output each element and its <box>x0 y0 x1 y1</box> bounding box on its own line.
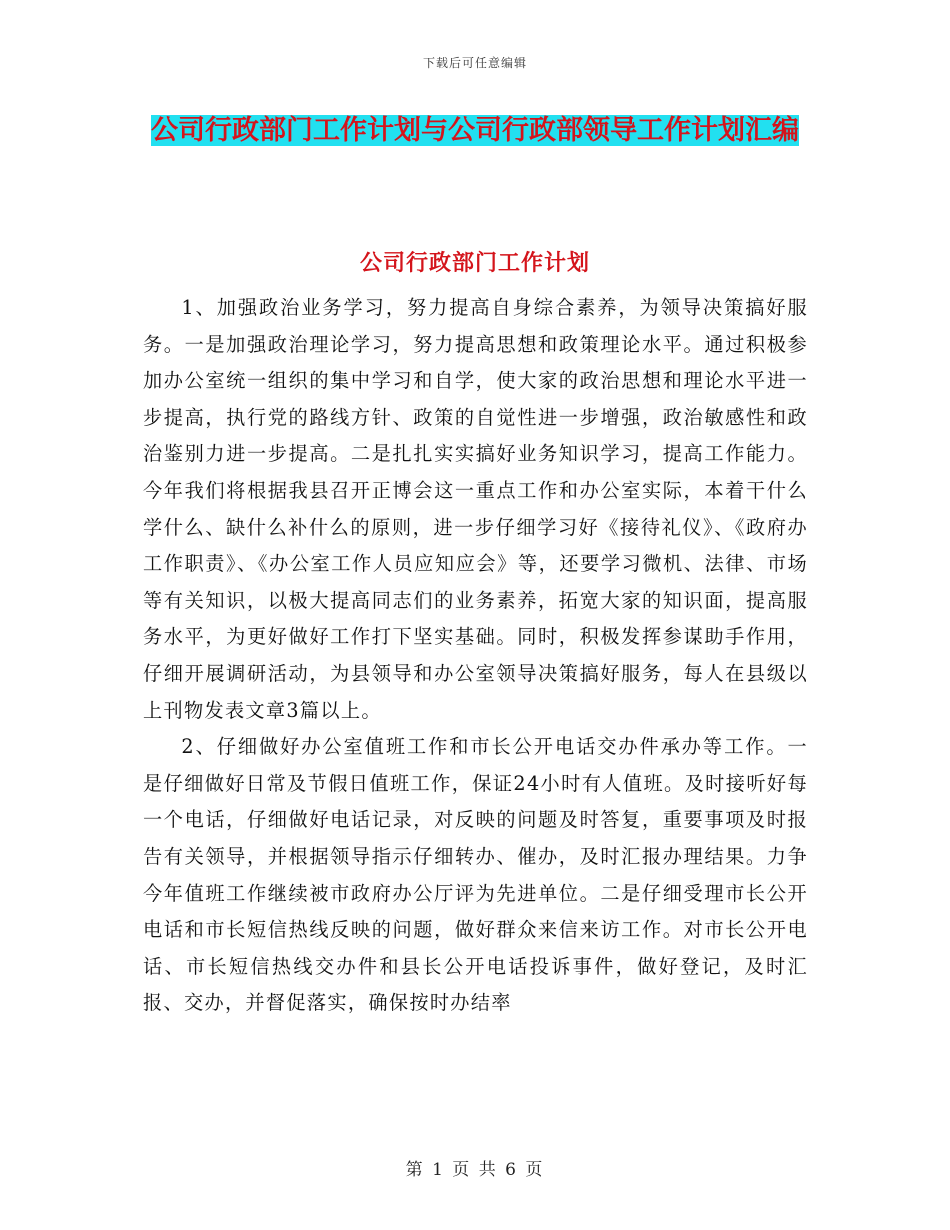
document-title-text: 公司行政部门工作计划与公司行政部领导工作计划汇编 <box>151 115 799 146</box>
header-note: 下载后可任意编辑 <box>422 56 527 70</box>
document-title <box>140 108 810 154</box>
document-body <box>143 290 808 1022</box>
section-title: 公司行政部门工作计划 <box>359 251 590 276</box>
paragraph-1: 1、加强政治业务学习，努力提高自身综合素养，为领导决策搞好服务。一是加强政治理论学习，努力提高思想和政策理论水平。通过积极参加办公室统一组织的集中学习和自学，使大家的政治思想和理论水平进一步提高，执行党的路线方针、政策的自觉性进一步增强，政治敏感性和政治鉴别力进一步提高。二是扎扎实实搞好业务知识学习，提高工作能力。今年我们将根据我县召开正博会这一重点工作和办公室实际，本着干什么学什么、缺什么补什么的原则，进一步仔细学习好《接待礼仪》、《政府办工作职责》、《办公室工作人员应知应会》等，还要学习微机、法律、市场等有关知识，以极大提高同志们的业务素养，拓宽大家的知识面，提高服务水平，为更好做好工作打下坚实基础。同时，积极发挥参谋助手作用，仔细开展调研活动，为县领导和办公室领导决策搞好服务，每人在县级以上刊物发表文章3篇以上。 <box>143 296 808 722</box>
paragraph-2: 2、仔细做好办公室值班工作和市长公开电话交办件承办等工作。一是仔细做好日常及节假日值班工作，保证24小时有人值班。及时接听好每一个电话，仔细做好电话记录，对反映的问题及时答复，重要事项及时报告有关领导，并根据领导指示仔细转办、催办，及时汇报办理结果。力争今年值班工作继续被市政府办公厅评为先进单位。二是仔细受理市长公开电话和市长短信热线反映的问题，做好群众来信来访工作。对市长公开电话、市长短信热线交办件和县长公开电话投诉事件，做好登记，及时汇报、交办，并督促落实，确保按时办结率 <box>143 735 808 1015</box>
page-number-footer: 第 1 页 共 6 页 <box>405 1160 545 1180</box>
